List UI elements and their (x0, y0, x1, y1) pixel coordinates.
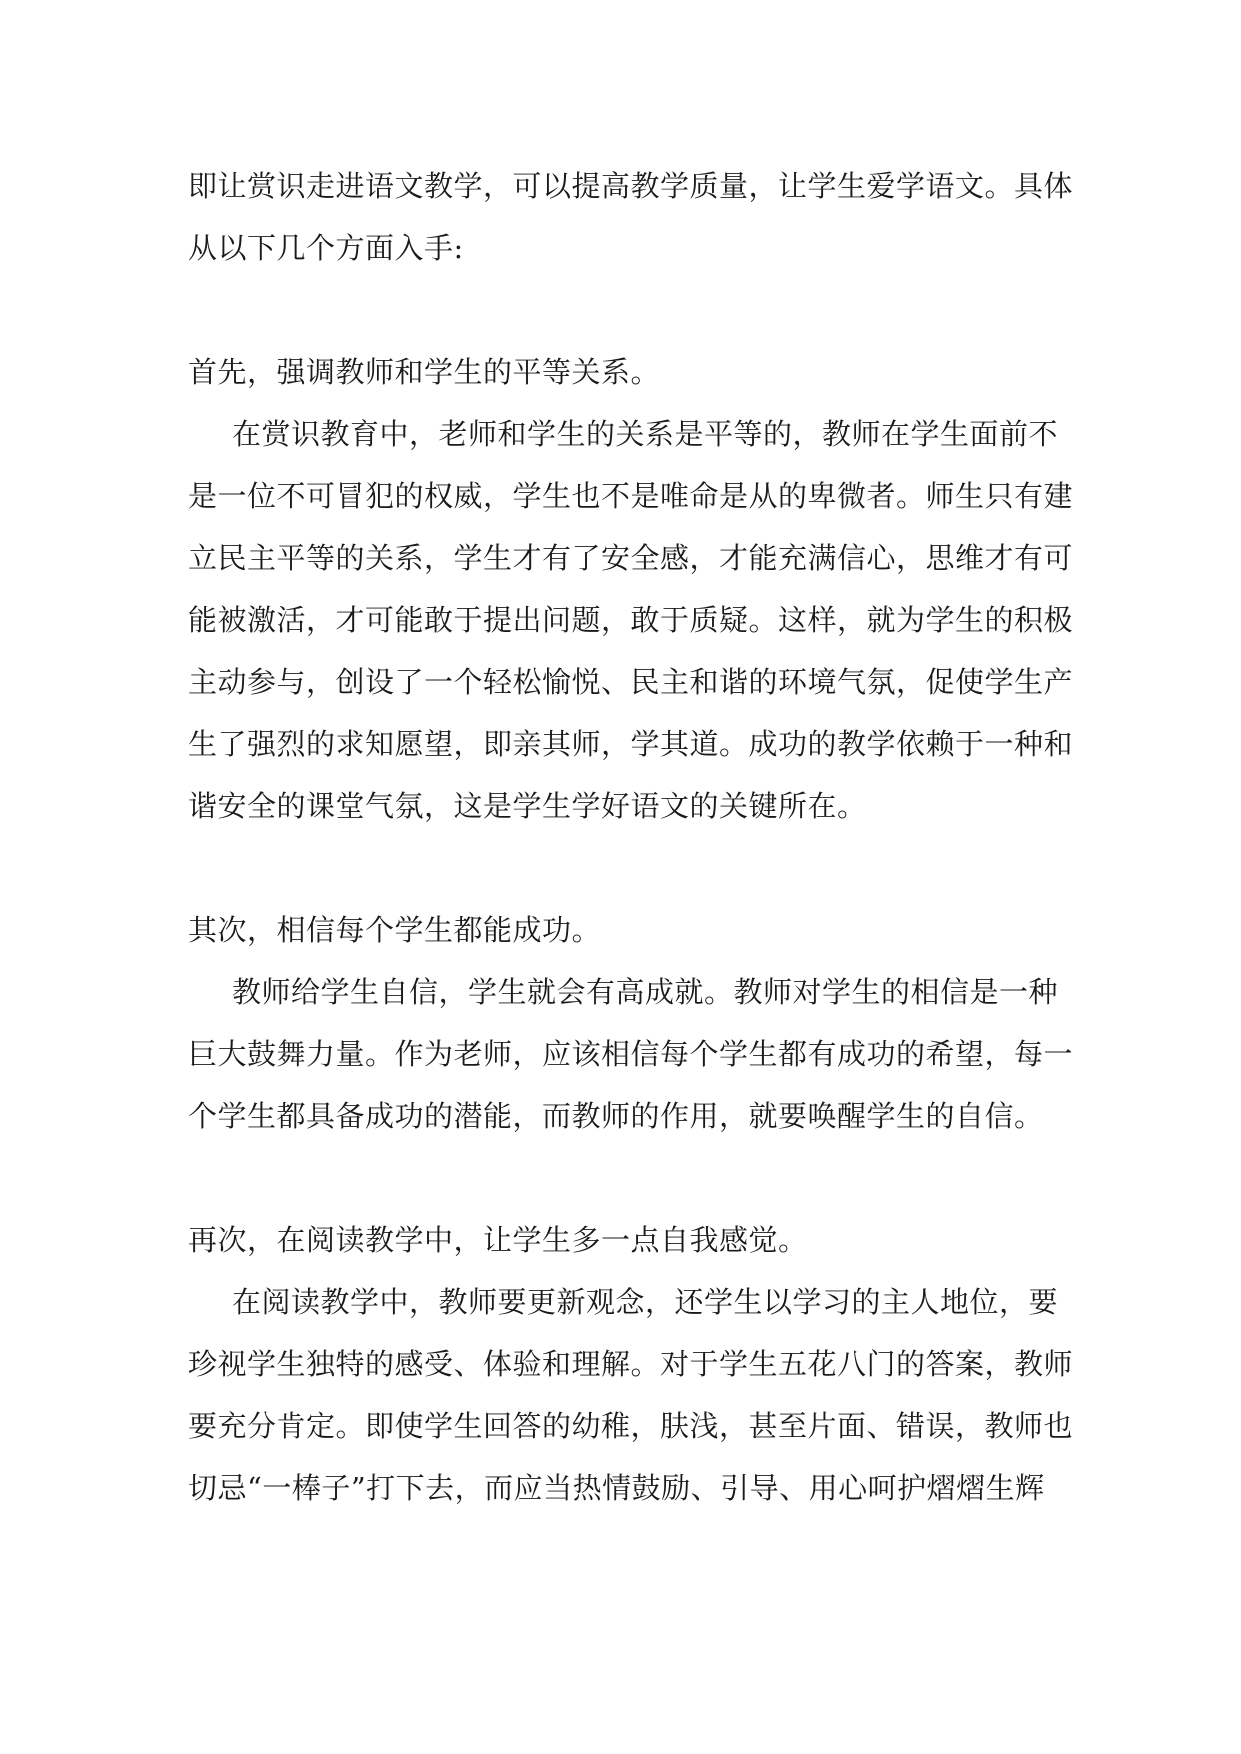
section-heading-first: 首先，强调教师和学生的平等关系。 (188, 355, 661, 389)
paragraph-second-line-1: 教师给学生自信，学生就会有高成就。教师对学生的相信是一种 (232, 975, 1059, 1009)
paragraph-third-line-1: 在阅读教学中，教师要更新观念，还学生以学习的主人地位，要 (232, 1285, 1059, 1319)
paragraph-first-line-4: 能被激活，才可能敢于提出问题，敢于质疑。这样，就为学生的积极 (188, 603, 1074, 637)
paragraph-third-line-4: 切忌“一棒子”打下去，而应当热情鼓励、引导、用心呵护熠熠生辉 (188, 1471, 1045, 1505)
section-heading-third: 再次，在阅读教学中，让学生多一点自我感觉。 (188, 1223, 808, 1257)
paragraph-first-line-3: 立民主平等的关系，学生才有了安全感，才能充满信心，思维才有可 (188, 541, 1074, 575)
paragraph-third-line-2: 珍视学生独特的感受、体验和理解。对于学生五花八门的答案，教师 (188, 1347, 1074, 1381)
paragraph-first-line-2: 是一位不可冒犯的权威，学生也不是唯命是从的卑微者。师生只有建 (188, 479, 1074, 513)
paragraph-first-line-5: 主动参与，创设了一个轻松愉悦、民主和谐的环境气氛，促使学生产 (188, 665, 1074, 699)
paragraph-first-line-7: 谐安全的课堂气氛，这是学生学好语文的关键所在。 (188, 789, 867, 823)
section-heading-second: 其次，相信每个学生都能成功。 (188, 913, 602, 947)
paragraph-intro-line-2: 从以下几个方面入手: (188, 231, 464, 265)
paragraph-first-line-6: 生了强烈的求知愿望，即亲其师，学其道。成功的教学依赖于一种和 (188, 727, 1074, 761)
paragraph-second-line-2: 巨大鼓舞力量。作为老师，应该相信每个学生都有成功的希望，每一 (188, 1037, 1074, 1071)
paragraph-intro-line-1: 即让赏识走进语文教学，可以提高教学质量，让学生爱学语文。具体 (188, 169, 1074, 203)
paragraph-second-line-3: 个学生都具备成功的潜能，而教师的作用，就要唤醒学生的自信。 (188, 1099, 1044, 1133)
paragraph-first-line-1: 在赏识教育中，老师和学生的关系是平等的，教师在学生面前不 (232, 417, 1059, 451)
paragraph-third-line-3: 要充分肯定。即使学生回答的幼稚，肤浅，甚至片面、错误，教师也 (188, 1409, 1074, 1443)
